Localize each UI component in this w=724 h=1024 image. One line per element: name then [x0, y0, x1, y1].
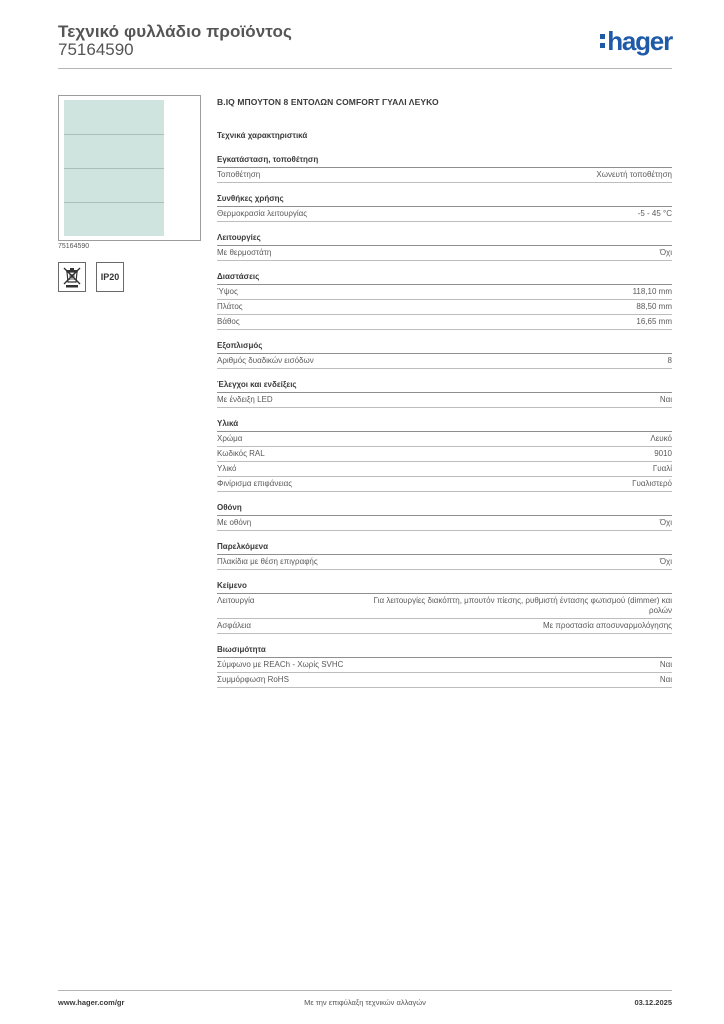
spec-value: Με προστασία αποσυναρμολόγησης — [542, 621, 672, 630]
spec-label: Ασφάλεια — [217, 621, 252, 630]
document-product-code: 75164590 — [58, 40, 134, 59]
spec-value: Λευκό — [650, 434, 672, 443]
spec-group — [217, 500, 672, 531]
spec-label: Κωδικός RAL — [217, 449, 265, 458]
logo-wordmark: hager — [607, 26, 672, 56]
spec-row — [217, 658, 672, 673]
spec-label: Ύψος — [217, 287, 238, 296]
document-footer — [58, 998, 672, 1010]
spec-group — [217, 338, 672, 369]
spec-row — [217, 432, 672, 447]
footer-website-link[interactable]: www.hager.com/gr — [58, 998, 125, 1007]
spec-row — [217, 393, 672, 408]
spec-row — [217, 300, 672, 315]
spec-value: Ναι — [659, 660, 672, 669]
spec-label: Με θερμοστάτη — [217, 248, 272, 257]
spec-table — [217, 152, 672, 696]
spec-value: 118,10 mm — [632, 287, 672, 296]
header-divider — [58, 68, 672, 69]
spec-row — [217, 285, 672, 300]
spec-value: 9010 — [654, 449, 672, 458]
spec-value: 8 — [667, 356, 672, 365]
spec-row — [217, 168, 672, 183]
spec-group-title: Συνθήκες χρήσης — [217, 191, 672, 207]
spec-label: Θερμοκρασία λειτουργίας — [217, 209, 308, 218]
spec-group-title: Εγκατάσταση, τοποθέτηση — [217, 152, 672, 168]
spec-row — [217, 246, 672, 261]
spec-label: Συμμόρφωση RoHS — [217, 675, 289, 684]
spec-row — [217, 516, 672, 531]
image-caption-code: 75164590 — [58, 243, 90, 250]
spec-group-title: Κείμενο — [217, 578, 672, 594]
spec-row — [217, 619, 672, 634]
spec-group-title: Εξοπλισμός — [217, 338, 672, 354]
spec-group-title: Έλεγχοι και ενδείξεις — [217, 377, 672, 393]
spec-group-title: Βιωσιμότητα — [217, 642, 672, 658]
spec-group — [217, 191, 672, 222]
spec-row — [217, 207, 672, 222]
spec-group-title: Διαστάσεις — [217, 269, 672, 285]
spec-row — [217, 477, 672, 492]
spec-value: Όχι — [659, 518, 672, 527]
spec-value: Για λειτουργίες διακόπτη, μπουτόν πίεσης, ρυθμιστή έντασης φωτισμού (dimmer) και ρολών — [373, 596, 672, 615]
technical-characteristics-heading: Τεχνικά χαρακτηριστικά — [217, 131, 308, 140]
spec-label: Με οθόνη — [217, 518, 252, 527]
logo-colon-mark — [600, 34, 605, 48]
spec-group — [217, 377, 672, 408]
footer-divider — [58, 990, 672, 991]
spec-label: Με ένδειξη LED — [217, 395, 273, 404]
spec-group-title: Οθόνη — [217, 500, 672, 516]
spec-value: Γυαλί — [652, 464, 672, 473]
spec-group — [217, 416, 672, 492]
spec-label: Λειτουργία — [217, 596, 255, 605]
spec-label: Τοποθέτηση — [217, 170, 261, 179]
footer-disclaimer: Με την επιφύλαξη τεχνικών αλλαγών — [304, 998, 426, 1007]
hager-logo — [600, 28, 672, 54]
spec-row — [217, 462, 672, 477]
ip-rating-badge: IP20 — [96, 262, 124, 292]
product-image — [58, 95, 201, 241]
spec-row — [217, 673, 672, 688]
spec-value: Όχι — [659, 557, 672, 566]
spec-value: Γυαλιστερό — [632, 479, 672, 488]
spec-value: 88,50 mm — [636, 302, 672, 311]
document-header — [58, 20, 672, 70]
product-push-button-plate — [64, 100, 164, 236]
spec-value: -5 - 45 °C — [637, 209, 672, 218]
spec-label: Χρώμα — [217, 434, 243, 443]
spec-label: Βάθος — [217, 317, 240, 326]
spec-group — [217, 269, 672, 330]
spec-group-title: Λειτουργίες — [217, 230, 672, 246]
spec-row — [217, 315, 672, 330]
spec-value: 16,65 mm — [636, 317, 672, 326]
spec-group-title: Παρελκόμενα — [217, 539, 672, 555]
spec-row — [217, 354, 672, 369]
product-name: B.IQ ΜΠΟΥΤΟΝ 8 ΕΝΤΟΛΩΝ COMFORT ΓΥΑΛΙ ΛΕΥΚΟ — [217, 97, 439, 107]
spec-group-title: Υλικά — [217, 416, 672, 432]
weee-bin-icon — [58, 262, 86, 292]
spec-group — [217, 230, 672, 261]
spec-row — [217, 447, 672, 462]
spec-label: Αριθμός δυαδικών εισόδων — [217, 356, 314, 365]
spec-label: Σύμφωνο με REACh - Χωρίς SVHC — [217, 660, 344, 669]
spec-group — [217, 578, 672, 634]
spec-value: Ναι — [659, 395, 672, 404]
spec-row — [217, 594, 672, 619]
spec-label: Πλακίδια με θέση επιγραφής — [217, 557, 318, 566]
spec-label: Φινίρισμα επιφάνειας — [217, 479, 293, 488]
spec-group — [217, 152, 672, 183]
spec-group — [217, 642, 672, 688]
document-title: Τεχνικό φυλλάδιο προϊόντος — [58, 22, 292, 41]
spec-label: Πλάτος — [217, 302, 243, 311]
spec-group — [217, 539, 672, 570]
spec-value: Ναι — [659, 675, 672, 684]
spec-value: Όχι — [659, 248, 672, 257]
spec-label: Υλικό — [217, 464, 237, 473]
spec-value: Χωνευτή τοποθέτηση — [596, 170, 672, 179]
spec-row — [217, 555, 672, 570]
footer-date: 03.12.2025 — [634, 998, 672, 1007]
